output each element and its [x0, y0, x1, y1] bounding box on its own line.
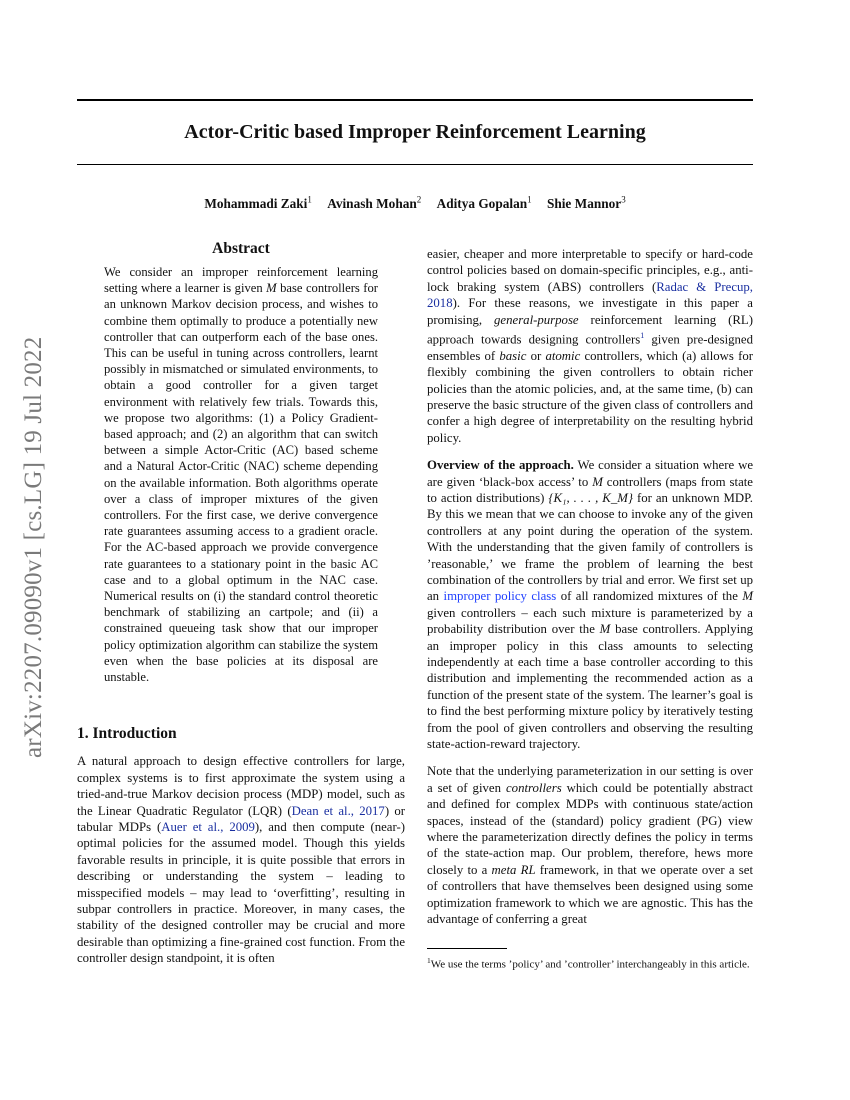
body-text-part: ), and then compute (near-) optimal policies for the assumed model. Though this yields favorable results in principle, it is quite possible that errors in describing or understanding the system – leading to misspecified models – may lead to ‘overfitting’, resulting in subpar controllers in practice. Moreover, in many cases, the stability of the designed controller may be crucial and more desirable than optimizing a fine-grained cost function. From the controller design standpoint, it is often — [77, 819, 405, 966]
body-text-part: which could be potentially abstract and defined for complex MDPs with continuous state/action spaces, instead of the (standard) policy gradient (PG) view where the parameterization directly defines the policy in terms of the state-action map. Our problem, therefore, hews more closely to a — [427, 780, 753, 877]
author-affiliation: 2 — [416, 195, 422, 205]
abstract-text-part: base controllers for an unknown Markov decision process, and wishes to combine them optimally to produce a potentially new controller that can outperform each of the base ones. This can be useful in tuning across controllers, learnt possibly in mismatched or simulated environments, to obtain a good controller for a given target environment with relatively few trials. Towards this, we propose two algorithms: (1) a Policy Gradient-based approach; and (2) an algorithm that can switch between a simple Actor-Critic (AC) based scheme and a Natural Actor-Critic (NAC) scheme depending on the available information. Both algorithms operate over a class of improper mixtures of the given controllers. For the first case, we derive convergence rate guarantees assuming access to a gradient oracle. For the AC-based approach we provide convergence rate guarantees to a stationary point in the basic AC case and to a global optimum in the NAC case. Numerical results on (i) the standard control theoretic benchmark of stabilizing an cartpole; and (ii) a constrained queueing task show that our improper policy optimization algorithm can stabilize the system even when the base policies at its disposal are unstable. — [104, 281, 378, 685]
author-affiliation: 1 — [527, 195, 532, 205]
emphasis-text: controllers — [505, 780, 562, 795]
footnote-text: We use the terms ’policy’ and ’controller’ interchangeably in this article. — [430, 958, 750, 971]
emphasis-text: basic — [499, 348, 527, 363]
overview-paragraph — [427, 457, 753, 752]
emphasis-text: atomic — [545, 348, 581, 363]
body-text-part: of all randomized mixtures of the — [556, 589, 743, 604]
author-name: Aditya Gopalan — [436, 196, 528, 212]
citation-link[interactable]: Radac & Precup, 2018 — [427, 279, 753, 311]
title-top-rule — [77, 99, 753, 101]
footnote-mark: 1 — [427, 956, 431, 965]
math-variable: M — [599, 622, 611, 637]
left-column — [77, 240, 405, 967]
body-text-part: reinforcement learning (RL) approach towards designing controllers — [427, 312, 753, 347]
right-column — [427, 246, 753, 939]
arxiv-stamp: arXiv:2207.09090v1 [cs.LG] 19 Jul 2022 — [20, 336, 47, 758]
author-affiliation: 1 — [307, 195, 312, 205]
body-text-part: given pre-designed ensembles of — [427, 332, 754, 363]
author — [327, 196, 421, 211]
emphasis-text: meta RL — [491, 862, 536, 877]
math-variable: M — [592, 474, 603, 489]
body-text-part: controllers (maps from state to action distributions) — [427, 474, 753, 505]
abstract-text-part: We consider an improper reinforcement learning setting where a learner is given — [104, 265, 378, 296]
abstract-heading: Abstract — [212, 240, 270, 257]
abstract-text — [104, 264, 378, 685]
body-text-part: base controllers. Applying an improper policy in this class amounts to selecting independently at each time a base controller according to this distribution and implementing the recommended action as a function of the present state of the system. The learner’s goal is to find the best performing mixture policy by iteratively testing from the pool of given controllers and observing the resulting state-action-reward trajectory. — [427, 622, 753, 752]
paper-title: Actor-Critic based Improper Reinforcement Learning — [184, 121, 646, 143]
body-text-part: ) or tabular MDPs ( — [77, 803, 406, 834]
body-text-part: Note that the underlying parameterization in our setting is over a set of given — [427, 764, 753, 795]
author — [547, 196, 626, 211]
paragraph-title: Overview of the approach. — [427, 458, 574, 473]
math-variable: M — [742, 589, 754, 604]
author-name: Shie Mannor — [546, 196, 622, 212]
citation-link[interactable]: Auer et al., 2009 — [161, 819, 255, 834]
author — [437, 196, 532, 211]
body-text-part: easier, cheaper and more interpretable to specify or hard-code control policies based on domain-specific principles, e.g., anti-lock braking system (ABS) controllers ( — [427, 247, 753, 294]
author-affiliation: 3 — [621, 195, 626, 205]
emphasis-text: general-purpose — [494, 312, 579, 327]
body-paragraph — [427, 763, 753, 927]
math-expression: {K₁, . . . , K_M} — [548, 490, 633, 505]
math-variable: M — [266, 281, 277, 296]
body-text-part: for an unknown MDP. By this we mean that we can choose to invoke any of the given controllers at any point during the operation of the system. With the understanding that the given family of controllers is ’reasonable,’ we frame the problem of learning the best combination of the controllers by trial and error. We first set up an — [427, 490, 753, 604]
intro-paragraph — [77, 753, 405, 966]
author — [204, 196, 312, 211]
body-text-part: framework, in that we operate over a set of controllers that have themselves been designed using some optimization framework to which we are agnostic. This has the advantage of conferring a great — [427, 862, 754, 927]
improper-policy-class-link[interactable]: improper policy class — [443, 589, 557, 604]
section-heading-introduction: 1. Introduction — [77, 725, 177, 743]
author-list — [77, 195, 753, 212]
body-text-part: controllers, which (a) allows for flexibly combining the given controllers to obtain richer policies than the atomic policies, and, at the same time, (b) can preserve the basic structure of the given class of controllers and confer a high degree of interpretability on the resulting hybrid policy. — [427, 348, 753, 445]
footnote-reference[interactable]: 1 — [640, 331, 645, 341]
body-text-part: ). For these reasons, we investigate in this paper a promising, — [427, 296, 753, 327]
body-text-part: We consider a situation where we are given ‘black-box access’ to — [427, 458, 753, 489]
author-name: Mohammadi Zaki — [204, 196, 308, 212]
author-name: Avinash Mohan — [327, 196, 417, 212]
footnote — [427, 954, 753, 972]
title-bottom-rule — [77, 164, 753, 165]
body-text-part: A natural approach to design effective controllers for large, complex systems is to first approximate the system using a tried-and-true Markov decision process (MDP) model, such as the Linear Quadratic Regulator (LQR) ( — [77, 754, 405, 818]
body-text-part: or — [526, 348, 546, 363]
body-paragraph — [427, 246, 753, 446]
citation-link[interactable]: Dean et al., 2017 — [291, 803, 385, 818]
body-text-part: given controllers – each such mixture is parameterized by a probability distribution over the — [427, 605, 753, 637]
footnote-rule — [427, 948, 507, 949]
